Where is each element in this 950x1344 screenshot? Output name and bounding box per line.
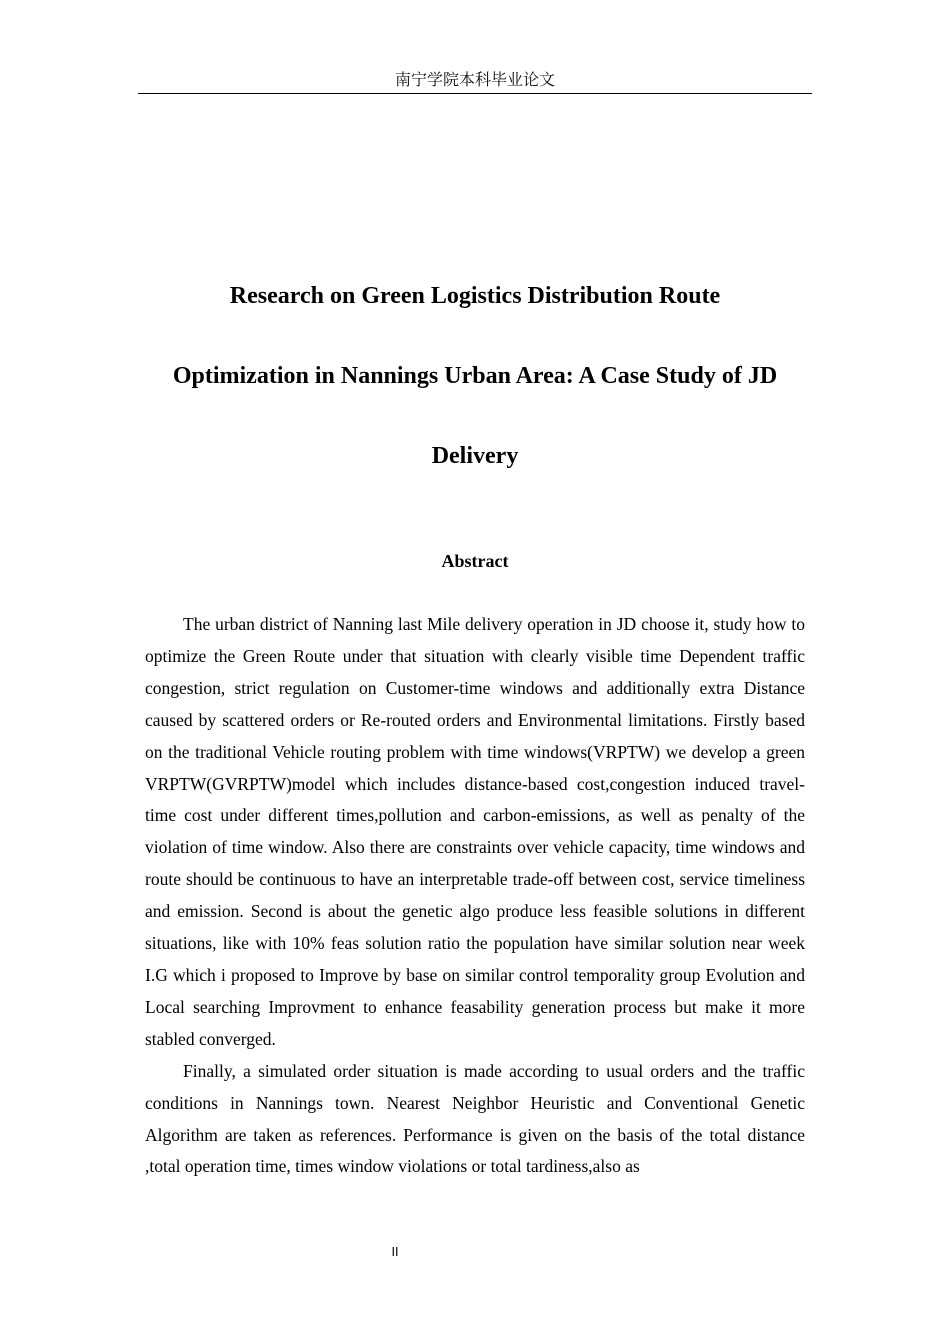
- title-line-1: Research on Green Logistics Distribution Route: [229, 283, 721, 309]
- abstract-body: [145, 609, 805, 1183]
- title-line-2: Optimization in Nannings Urban Area: A Case Study of JD: [172, 363, 778, 389]
- page-header: 南宁学院本科毕业论文: [138, 68, 812, 94]
- page-number: II: [391, 1245, 399, 1259]
- abstract-paragraph-2: Finally, a simulated order situation is made according to usual orders and the traffic conditions in Nannings town. Nearest Neighbor Heuristic and Conventional Genetic Algorithm are taken as references. Performance is given on the basis of the total distance ,total operation time, times window violations or total tardiness,also as: [145, 1060, 805, 1177]
- abstract-paragraph-1: The urban district of Nanning last Mile delivery operation in JD choose it, study how to optimize the Green Route under that situation with clearly visible time Dependent traffic congestion, strict regulation on Customer-time windows and additionally extra Distance caused by scattered orders or Re-routed orders and Environmental limitations. Firstly based on the traditional Vehicle routing problem with time windows(VRPTW) we develop a green VRPTW(GVRPTW)model which includes distance-based cost,congestion induced travel-time cost under different times,pollution and carbon-emissions, as well as penalty of the violation of time window. Also there are constraints over vehicle capacity, time windows and route should be continuous to have an interpretable trade-off between cost, service timeliness and emission. Second is about the genetic algo produce less feasible solutions in different situations, like with 10% feas solution ratio the population have similar solution near week I.G which i proposed to Improve by base on similar control temporality group Evolution and Local searching Improvment to enhance feasability generation process but make it more stabled converged.: [145, 614, 805, 1049]
- thesis-title: [145, 256, 805, 496]
- abstract-heading: Abstract: [441, 551, 509, 571]
- title-line-3: Delivery: [431, 443, 519, 469]
